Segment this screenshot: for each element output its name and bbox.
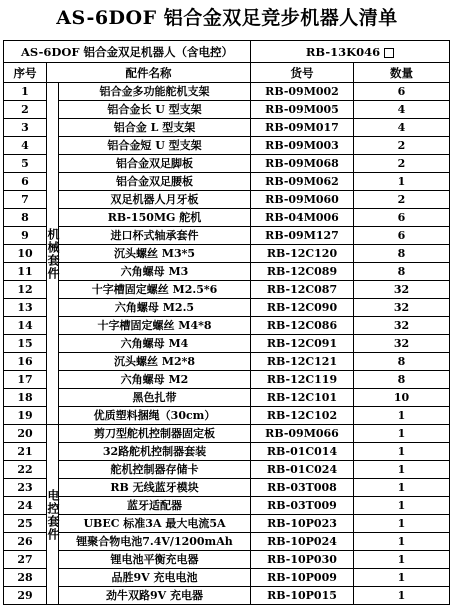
row-name: 铝合金多功能舵机支架 (59, 83, 251, 101)
row-seq: 2 (4, 101, 47, 119)
row-name: 舵机控制器存储卡 (59, 461, 251, 479)
row-code: RB-10P015 (251, 587, 354, 605)
header-code: 货号 (251, 63, 354, 83)
row-name: 锂聚合物电池7.4V/1200mAh (59, 533, 251, 551)
group-label: 机械套件 (47, 83, 59, 425)
row-qty: 4 (354, 119, 450, 137)
table-row (4, 317, 450, 335)
row-seq: 7 (4, 191, 47, 209)
row-name: 铝合金长 U 型支架 (59, 101, 251, 119)
row-seq: 29 (4, 587, 47, 605)
row-code: RB-09M003 (251, 137, 354, 155)
row-code: RB-12C089 (251, 263, 354, 281)
row-code: RB-12C121 (251, 353, 354, 371)
row-qty: 1 (354, 407, 450, 425)
row-seq: 5 (4, 155, 47, 173)
table-row (4, 389, 450, 407)
row-name: 十字槽固定螺丝 M4*8 (59, 317, 251, 335)
row-code: RB-12C101 (251, 389, 354, 407)
row-seq: 8 (4, 209, 47, 227)
row-name: 锂电池平衡充电器 (59, 551, 251, 569)
row-name: UBEC 标准3A 最大电流5A (59, 515, 251, 533)
row-name: 六角螺母 M4 (59, 335, 251, 353)
row-qty: 1 (354, 479, 450, 497)
row-qty: 10 (354, 389, 450, 407)
row-code: RB-12C119 (251, 371, 354, 389)
table-row (4, 155, 450, 173)
table-row (4, 119, 450, 137)
row-seq: 20 (4, 425, 47, 443)
table-row (4, 299, 450, 317)
table-row (4, 551, 450, 569)
row-seq: 16 (4, 353, 47, 371)
row-code: RB-10P023 (251, 515, 354, 533)
table-row (4, 587, 450, 605)
row-seq: 22 (4, 461, 47, 479)
row-qty: 2 (354, 155, 450, 173)
row-qty: 1 (354, 497, 450, 515)
row-seq: 23 (4, 479, 47, 497)
row-name: RB 无线蓝牙模块 (59, 479, 251, 497)
row-code: RB-12C087 (251, 281, 354, 299)
table-row (4, 533, 450, 551)
row-seq: 25 (4, 515, 47, 533)
row-qty: 1 (354, 515, 450, 533)
table-row (4, 101, 450, 119)
row-name: 双足机器人月牙板 (59, 191, 251, 209)
row-qty: 32 (354, 299, 450, 317)
row-name: 优质塑料捆绳（30cm） (59, 407, 251, 425)
table-row (4, 353, 450, 371)
row-name: 十字槽固定螺丝 M2.5*6 (59, 281, 251, 299)
parts-table (3, 40, 450, 605)
kit-name: AS-6DOF 铝合金双足机器人（含电控） (4, 41, 251, 63)
checkbox-icon[interactable] (384, 48, 394, 58)
row-code: RB-09M002 (251, 83, 354, 101)
row-qty: 32 (354, 335, 450, 353)
row-seq: 18 (4, 389, 47, 407)
table-row (4, 209, 450, 227)
row-code: RB-12C120 (251, 245, 354, 263)
row-seq: 17 (4, 371, 47, 389)
kit-code: RB-13K046 (305, 44, 381, 59)
table-row (4, 263, 450, 281)
row-seq: 15 (4, 335, 47, 353)
row-seq: 28 (4, 569, 47, 587)
row-qty: 8 (354, 371, 450, 389)
row-qty: 2 (354, 191, 450, 209)
row-qty: 1 (354, 569, 450, 587)
row-code: RB-09M062 (251, 173, 354, 191)
table-row (4, 281, 450, 299)
row-seq: 24 (4, 497, 47, 515)
row-qty: 8 (354, 263, 450, 281)
row-seq: 11 (4, 263, 47, 281)
row-code: RB-04M006 (251, 209, 354, 227)
table-row (4, 461, 450, 479)
row-name: 铝合金双足腰板 (59, 173, 251, 191)
table-row (4, 479, 450, 497)
row-qty: 6 (354, 83, 450, 101)
row-qty: 1 (354, 587, 450, 605)
table-row (4, 137, 450, 155)
row-seq: 26 (4, 533, 47, 551)
row-seq: 12 (4, 281, 47, 299)
table-row (4, 569, 450, 587)
kit-spec-row (4, 41, 450, 63)
row-seq: 4 (4, 137, 47, 155)
row-seq: 21 (4, 443, 47, 461)
row-code: RB-09M127 (251, 227, 354, 245)
row-name: 32路舵机控制器套装 (59, 443, 251, 461)
row-name: 沉头螺丝 M2*8 (59, 353, 251, 371)
row-qty: 1 (354, 551, 450, 569)
row-qty: 6 (354, 227, 450, 245)
row-qty: 1 (354, 533, 450, 551)
header-qty: 数量 (354, 63, 450, 83)
row-seq: 27 (4, 551, 47, 569)
table-row (4, 227, 450, 245)
row-seq: 3 (4, 119, 47, 137)
row-name: RB-150MG 舵机 (59, 209, 251, 227)
table-row (4, 371, 450, 389)
row-qty: 2 (354, 137, 450, 155)
row-code: RB-03T009 (251, 497, 354, 515)
table-row (4, 407, 450, 425)
table-row (4, 83, 450, 101)
row-seq: 9 (4, 227, 47, 245)
row-name: 六角螺母 M2.5 (59, 299, 251, 317)
row-name: 蓝牙适配器 (59, 497, 251, 515)
row-qty: 1 (354, 425, 450, 443)
row-name: 品胜9V 充电电池 (59, 569, 251, 587)
row-seq: 10 (4, 245, 47, 263)
row-name: 沉头螺丝 M3*5 (59, 245, 251, 263)
row-code: RB-03T008 (251, 479, 354, 497)
row-seq: 1 (4, 83, 47, 101)
row-code: RB-09M060 (251, 191, 354, 209)
table-row (4, 191, 450, 209)
row-seq: 13 (4, 299, 47, 317)
kit-code-cell (251, 41, 450, 63)
row-qty: 4 (354, 101, 450, 119)
table-row (4, 245, 450, 263)
row-seq: 14 (4, 317, 47, 335)
row-code: RB-12C102 (251, 407, 354, 425)
row-code: RB-12C090 (251, 299, 354, 317)
row-qty: 32 (354, 317, 450, 335)
row-qty: 1 (354, 461, 450, 479)
group-label: 电控套件 (47, 425, 59, 605)
page-title: AS-6DOF 铝合金双足竞步机器人清单 (56, 7, 398, 29)
row-code: RB-12C091 (251, 335, 354, 353)
row-code: RB-09M066 (251, 425, 354, 443)
table-row (4, 173, 450, 191)
parts-table-body (4, 41, 450, 605)
row-code: RB-09M017 (251, 119, 354, 137)
row-seq: 6 (4, 173, 47, 191)
row-code: RB-09M005 (251, 101, 354, 119)
table-row (4, 335, 450, 353)
row-name: 铝合金 L 型支架 (59, 119, 251, 137)
row-qty: 6 (354, 209, 450, 227)
row-code: RB-10P009 (251, 569, 354, 587)
row-code: RB-09M068 (251, 155, 354, 173)
row-name: 铝合金双足脚板 (59, 155, 251, 173)
row-name: 六角螺母 M2 (59, 371, 251, 389)
row-code: RB-12C086 (251, 317, 354, 335)
row-qty: 32 (354, 281, 450, 299)
table-row (4, 515, 450, 533)
row-seq: 19 (4, 407, 47, 425)
row-code: RB-01C024 (251, 461, 354, 479)
header-name: 配件名称 (47, 63, 251, 83)
row-name: 六角螺母 M3 (59, 263, 251, 281)
header-row (4, 63, 450, 83)
table-row (4, 425, 450, 443)
row-code: RB-10P024 (251, 533, 354, 551)
row-code: RB-01C014 (251, 443, 354, 461)
row-qty: 1 (354, 443, 450, 461)
row-qty: 1 (354, 173, 450, 191)
row-name: 进口杯式轴承套件 (59, 227, 251, 245)
row-name: 铝合金短 U 型支架 (59, 137, 251, 155)
table-row (4, 443, 450, 461)
header-seq: 序号 (4, 63, 47, 83)
row-code: RB-10P030 (251, 551, 354, 569)
row-name: 劲牛双路9V 充电器 (59, 587, 251, 605)
table-row (4, 497, 450, 515)
row-name: 黑色扎带 (59, 389, 251, 407)
row-qty: 8 (354, 353, 450, 371)
row-qty: 8 (354, 245, 450, 263)
row-name: 剪刀型舵机控制器固定板 (59, 425, 251, 443)
